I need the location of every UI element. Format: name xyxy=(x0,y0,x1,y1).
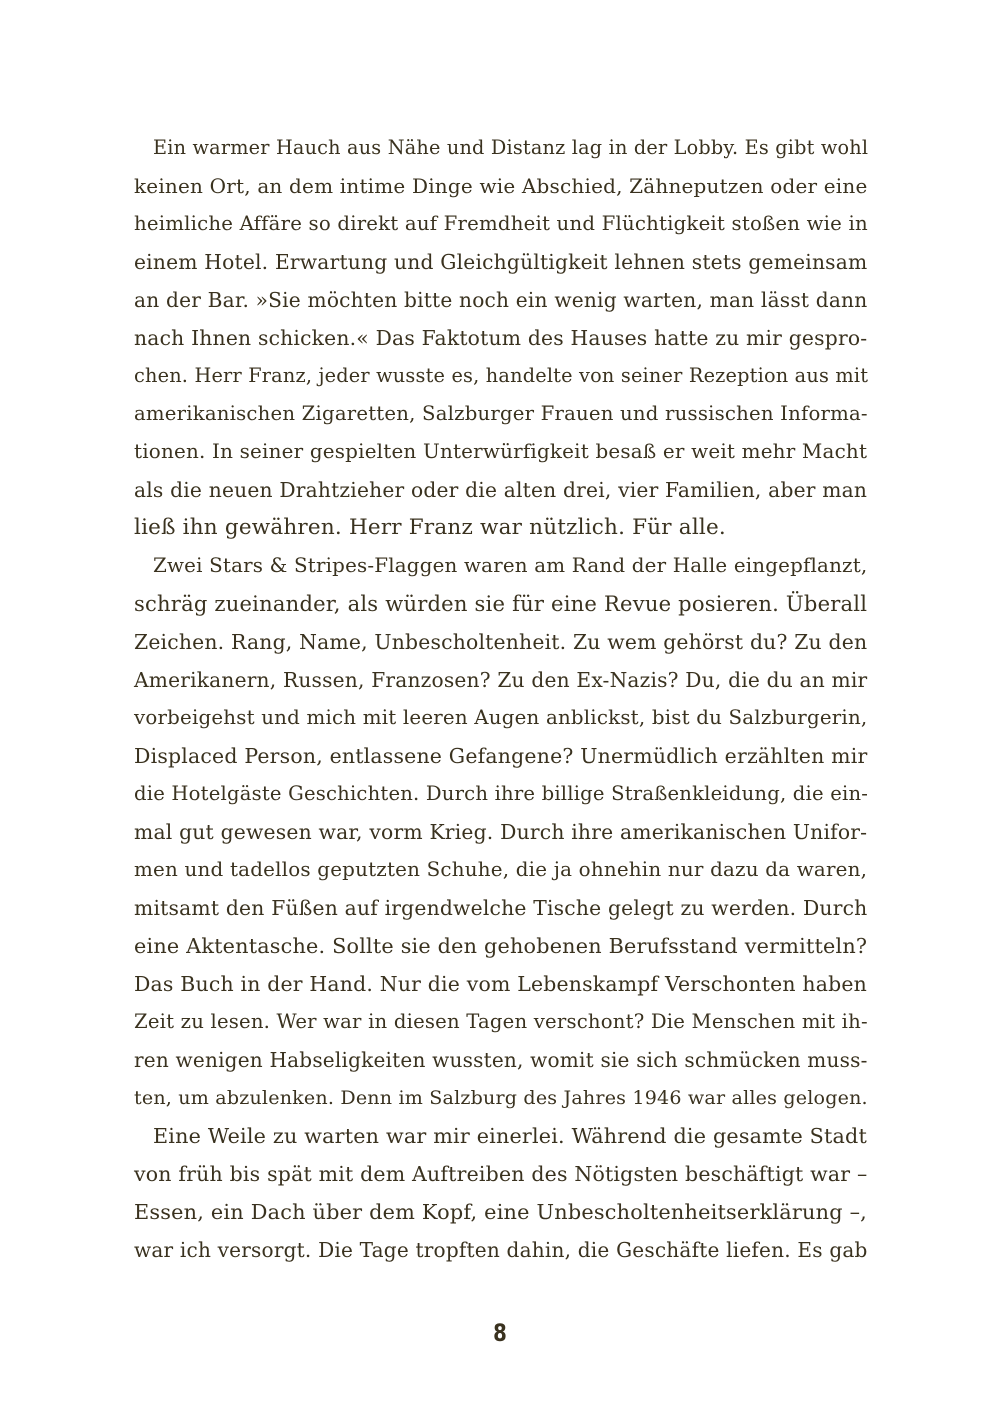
text-line: amerikanischen Zigaretten, Salzburger Frauen und russischen Informa- xyxy=(134,402,868,425)
text-line: als die neuen Drahtzieher oder die alten drei, vier Familien, aber man xyxy=(134,478,868,502)
text-line: Displaced Person, entlassene Gefangene? Unermüdlich erzählten mir xyxy=(134,744,868,768)
text-line: nach Ihnen schicken.« Das Faktotum des Hauses hatte zu mir gespro- xyxy=(134,326,868,350)
text-line: Zeichen. Rang, Name, Unbescholtenheit. Zu wem gehörst du? Zu den xyxy=(134,630,868,654)
text-line: mitsamt den Füßen auf irgendwelche Tische gelegt zu werden. Durch xyxy=(134,896,868,920)
text-line: war ich versorgt. Die Tage tropften dahin, die Geschäfte liefen. Es gab xyxy=(134,1238,868,1262)
text-line: einem Hotel. Erwartung und Gleichgültigkeit lehnen stets gemeinsam xyxy=(134,250,868,274)
text-line: schräg zueinander, als würden sie für eine Revue posieren. Überall xyxy=(134,591,868,616)
text-line: men und tadellos geputzten Schuhe, die ja ohnehin nur dazu da waren, xyxy=(134,858,868,881)
text-line: tionen. In seiner gespielten Unterwürfigkeit besaß er weit mehr Macht xyxy=(134,440,868,463)
text-line: ren wenigen Habseligkeiten wussten, womit sie sich schmücken muss- xyxy=(134,1048,868,1072)
text-line: an der Bar. »Sie möchten bitte noch ein wenig warten, man lässt dann xyxy=(134,288,868,312)
text-line: eine Aktentasche. Sollte sie den gehobenen Berufsstand vermitteln? xyxy=(134,934,868,958)
text-line: Zwei Stars & Stripes-Flaggen waren am Rand der Halle eingepflanzt, xyxy=(153,554,868,577)
text-line: Das Buch in der Hand. Nur die vom Lebenskampf Verschonten haben xyxy=(134,972,868,996)
text-line: vorbeigehst und mich mit leeren Augen anblickst, bist du Salzburgerin, xyxy=(134,706,868,729)
page-number: 8 xyxy=(493,1319,507,1347)
text-line: Essen, ein Dach über dem Kopf, eine Unbescholtenheitserklärung –, xyxy=(134,1200,867,1224)
paragraph-3 xyxy=(134,1117,867,1269)
text-line: die Hotelgäste Geschichten. Durch ihre billige Straßenkleidung, die ein- xyxy=(134,782,869,805)
text-line: von früh bis spät mit dem Auftreiben des Nötigsten beschäftigt war – xyxy=(134,1162,868,1186)
body-text xyxy=(134,129,867,1269)
text-line: heimliche Affäre so direkt auf Fremdheit und Flüchtigkeit stoßen wie in xyxy=(134,212,868,235)
text-line: mal gut gewesen war, vorm Krieg. Durch ihre amerikanischen Unifor- xyxy=(134,820,868,844)
text-line: ten, um abzulenken. Denn im Salzburg des Jahres 1946 war alles gelogen. xyxy=(134,1087,868,1109)
text-line: chen. Herr Franz, jeder wusste es, handelte von seiner Rezeption aus mit xyxy=(134,364,869,387)
paragraph-2 xyxy=(134,547,867,1117)
text-line: ließ ihn gewähren. Herr Franz war nützlich. Für alle. xyxy=(134,515,726,540)
text-line: Amerikanern, Russen, Franzosen? Zu den Ex-Nazis? Du, die du an mir xyxy=(134,668,868,692)
text-line: Zeit zu lesen. Wer war in diesen Tagen verschont? Die Menschen mit ih- xyxy=(134,1010,868,1033)
paragraph-1 xyxy=(134,129,867,547)
text-line: keinen Ort, an dem intime Dinge wie Abschied, Zähneputzen oder eine xyxy=(134,174,868,198)
text-line: Ein warmer Hauch aus Nähe und Distanz lag in der Lobby. Es gibt wohl xyxy=(153,136,869,159)
text-line: Eine Weile zu warten war mir einerlei. Während die gesamte Stadt xyxy=(153,1124,867,1148)
